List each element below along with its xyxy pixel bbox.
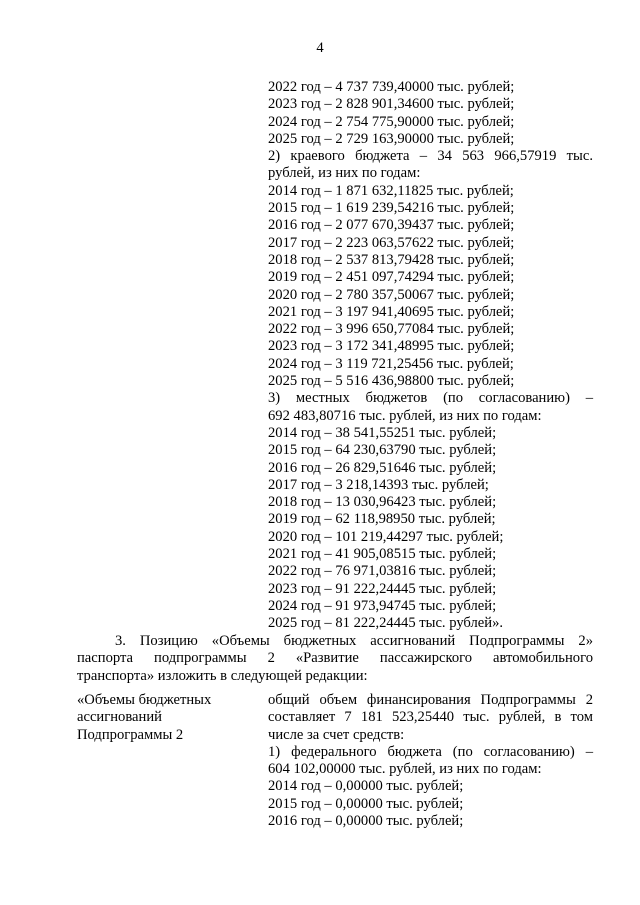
budget-line: 2019 год – 62 118,98950 тыс. рублей; [268, 511, 496, 528]
budget-amounts-block [268, 79, 593, 633]
budget-line: 2015 год – 1 619 239,54216 тыс. рублей; [268, 200, 515, 217]
section-3-line: паспорта подпрограммы 2 «Развитие пассажирского автомобильного [77, 650, 593, 667]
budget-line: 2022 год – 76 971,03816 тыс. рублей; [268, 563, 497, 580]
budget-line: 2020 год – 2 780 357,50067 тыс. рублей; [268, 286, 515, 303]
position-value-line: 1) федерального бюджета (по согласованию) – [268, 743, 593, 760]
budget-line: 2021 год – 3 197 941,40695 тыс. рублей; [268, 303, 515, 320]
position-title-column [77, 692, 262, 744]
page-number: 4 [316, 40, 324, 56]
budget-line: 2016 год – 2 077 670,39437 тыс. рублей; [268, 217, 515, 234]
budget-line: 3) местных бюджетов (по согласованию) – [268, 390, 593, 407]
budget-line: 2021 год – 41 905,08515 тыс. рублей; [268, 546, 497, 563]
budget-line: 2014 год – 1 871 632,11825 тыс. рублей; [268, 182, 514, 199]
section-3-paragraph [77, 633, 593, 685]
budget-line: 2023 год – 91 222,24445 тыс. рублей; [268, 580, 497, 597]
section-3-line: транспорта» изложить в следующей редакции: [77, 667, 368, 684]
budget-line: 2) краевого бюджета – 34 563 966,57919 тыс. [268, 148, 593, 165]
budget-line: 2017 год – 2 223 063,57622 тыс. рублей; [268, 234, 515, 251]
budget-line: рублей, из них по годам: [268, 165, 421, 182]
position-value-line: 2015 год – 0,00000 тыс. рублей; [268, 795, 464, 812]
budget-line: 2015 год – 64 230,63790 тыс. рублей; [268, 442, 497, 459]
section-3-line: 3. Позицию «Объемы бюджетных ассигнований Подпрограммы 2» [115, 633, 593, 649]
budget-line: 2023 год – 3 172 341,48995 тыс. рублей; [268, 338, 515, 355]
budget-line: 2024 год – 2 754 775,90000 тыс. рублей; [268, 113, 515, 130]
position-value-line: 2014 год – 0,00000 тыс. рублей; [268, 778, 464, 795]
position-value-line: числе за счет средств: [268, 726, 405, 743]
budget-line: 2025 год – 2 729 163,90000 тыс. рублей; [268, 130, 515, 147]
position-value-line: 2016 год – 0,00000 тыс. рублей; [268, 813, 464, 830]
budget-line: 2014 год – 38 541,55251 тыс. рублей; [268, 424, 497, 441]
position-value-line: 604 102,00000 тыс. рублей, из них по годам: [268, 761, 542, 778]
budget-line: 2025 год – 81 222,24445 тыс. рублей». [268, 615, 504, 632]
budget-line: 2018 год – 13 030,96423 тыс. рублей; [268, 494, 497, 511]
budget-line: 2022 год – 3 996 650,77084 тыс. рублей; [268, 321, 515, 338]
budget-line: 2018 год – 2 537 813,79428 тыс. рублей; [268, 251, 515, 268]
budget-line: 2024 год – 91 973,94745 тыс. рублей; [268, 597, 497, 614]
budget-line: 2025 год – 5 516 436,98800 тыс. рублей; [268, 373, 515, 390]
position-value-column [268, 692, 593, 830]
budget-line: 2016 год – 26 829,51646 тыс. рублей; [268, 459, 497, 476]
budget-line: 2024 год – 3 119 721,25456 тыс. рублей; [268, 355, 514, 372]
budget-line: 692 483,80716 тыс. рублей, из них по годам: [268, 407, 542, 424]
budget-line: 2023 год – 2 828 901,34600 тыс. рублей; [268, 96, 515, 113]
position-value-line: составляет 7 181 523,25440 тыс. рублей, в том [268, 709, 593, 726]
budget-line: 2020 год – 101 219,44297 тыс. рублей; [268, 528, 504, 545]
budget-line: 2017 год – 3 218,14393 тыс. рублей; [268, 476, 489, 493]
budget-line: 2019 год – 2 451 097,74294 тыс. рублей; [268, 269, 515, 286]
position-title-line: ассигнований [77, 709, 162, 726]
position-value-line: общий объем финансирования Подпрограммы 2 [268, 692, 593, 708]
position-title-line: Подпрограммы 2 [77, 726, 184, 743]
budget-line: 2022 год – 4 737 739,40000 тыс. рублей; [268, 79, 515, 95]
position-title-line: «Объемы бюджетных [77, 692, 212, 708]
